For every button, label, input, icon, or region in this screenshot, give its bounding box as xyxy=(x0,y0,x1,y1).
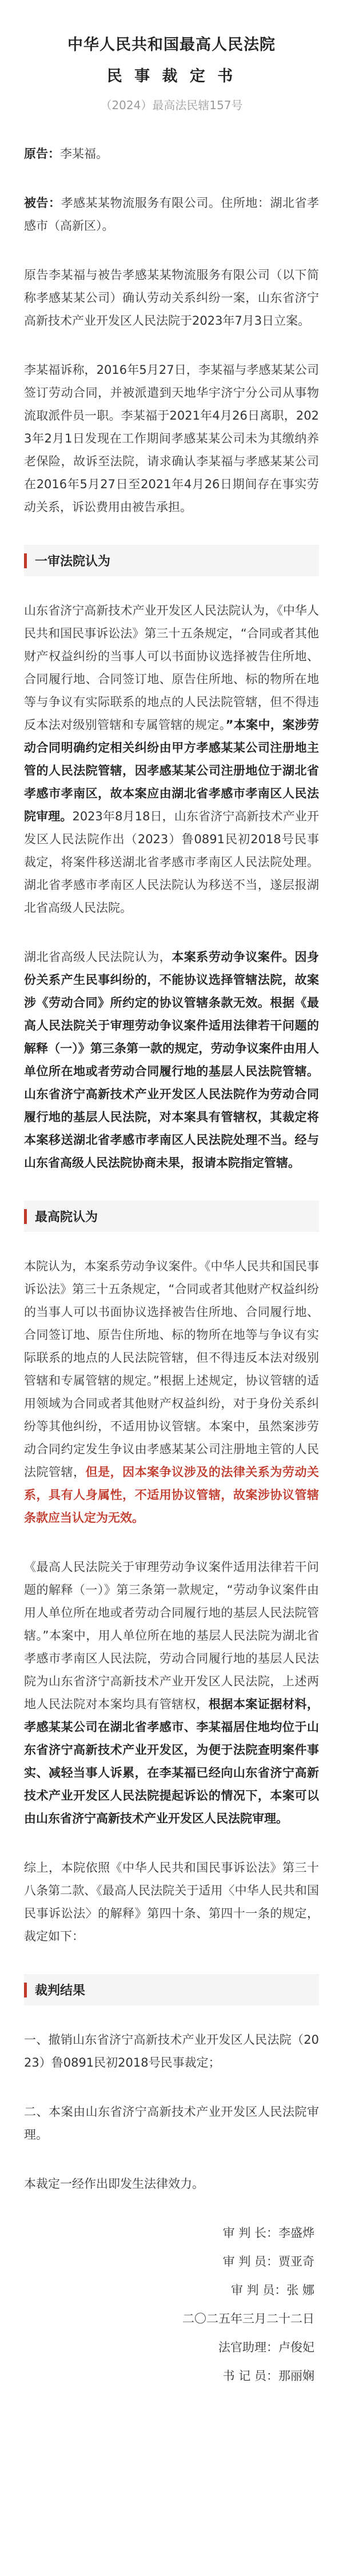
text-run: 山东省济宁高新技术产业开发区人民法院认为，《中华人民共和国民事诉讼法》第三十五条规定，“合同或者其他财产权益纠纷的当事人可以书面协议选择被告住所地、合同履行地、合同签订地、原告住所地、标的物所在地等与争议有实际联系的地点的人民法院管辖，但不得违反本法对级别管辖和专属管辖的规定。 xyxy=(24,604,319,732)
plaintiff-text: 李某福。 xyxy=(60,147,108,161)
supreme-paragraph-3: 综上，本院依照《中华人民共和国民事诉讼法》第三十八条第二款、《最高人民法院关于适用〈中华人民共和国民事诉讼法〉的解释》第四十条、第四十一条的规定，裁定如下： xyxy=(24,1861,319,1943)
section-ruling xyxy=(24,1974,319,2005)
text-run: 湖北省高级人民法院认为， xyxy=(24,950,172,964)
section-marker xyxy=(24,553,27,568)
plaintiff-paragraph xyxy=(24,142,319,165)
plaintiff-label: 原告： xyxy=(24,147,60,161)
section-supreme-court xyxy=(24,1201,319,1232)
text-run: 2023年8月18日，山东省济宁高新技术产业开发区人民法院作出（2023）鲁0891民初2018号民事裁定，将案件移送湖北省孝感市孝南区人民法院处理。湖北省孝感市孝南区人民法院认为移送不当，遂层报湖北省高级人民法院。 xyxy=(24,810,319,915)
claim-paragraph: 李某福诉称，2016年5月27日，李某福与孝感某某公司签订劳动合同，并被派遣到天地华宇济宁分公司从事物流取派件员一职。李某福于2021年4月26日离职，2023年2月1日发现在工作期间孝感某某公司未为其缴纳养老保险，故诉至法院，请求确认李某福与孝感某某公司在2016年5月27日至2021年4月26日期间存在事实劳动关系，诉讼费用由被告承担。 xyxy=(24,363,319,514)
text-run: 本院认为，本案系劳动争议案件。《中华人民共和国民事诉讼法》第三十五条规定，“合同或者其他财产权益纠纷的当事人可以书面协议选择被告住所地、合同履行地、合同签订地、原告住所地、标的物所在地等与争议有实际联系的地点的人民法院管辖，但不得违反本法对级别管辖和专属管辖的规定。”根据上述规定，协议管辖的适用领域为合同或者其他财产权益纠纷，对于身份关系纠纷等其他纠纷，不适用协议管辖。本案中，虽然案涉劳动合同约定发生争议由孝感某某公司注册地主管的人民法院管辖， xyxy=(24,1259,319,1479)
case-number: （2024）最高法民辖157号 xyxy=(100,98,243,112)
ruling-item-2: 二、本案由山东省济宁高新技术产业开发区人民法院审理。 xyxy=(24,2105,319,2142)
section-title: 一审法院认为 xyxy=(35,555,111,569)
section-first-instance xyxy=(24,545,319,576)
first-instance-paragraph-1 xyxy=(24,599,319,919)
text-run: 《最高人民法院关于审理劳动争议案件适用法律若干问题的解释（一）》第三条第一款规定，“劳动争议案件由用人单位所在地或者劳动合同履行地的基层人民法院管辖。”本案中，用人单位所在地的基层人民法院为湖北省孝感市孝南区人民法院，劳动合同履行地的基层人民法院为山东省济宁高新技术产业开发区人民法院，上述两地人民法院对本案均具有管辖权， xyxy=(24,1560,319,1711)
court-clerk: 书 记 员：那丽娴 xyxy=(222,2369,314,2383)
intro-paragraph: 原告李某福与被告孝感某某物流服务有限公司（以下简称孝感某某公司）确认劳动关系纠纷一案，山东省济宁高新技术产业开发区人民法院于2023年7月3日立案。 xyxy=(24,268,319,328)
judge-assistant: 法官助理：卢俊妃 xyxy=(218,2340,314,2354)
ruling-effect: 本裁定一经作出即发生法律效力。 xyxy=(24,2177,204,2191)
supreme-paragraph-2 xyxy=(24,1556,319,1830)
supreme-paragraph-1 xyxy=(24,1255,319,1529)
highlight-run: 但是，因本案争议涉及的法律关系为劳动关系，具有人身属性，不适用协议管辖，故案涉协议管辖条款应当认定为无效。 xyxy=(24,1465,319,1525)
judgment-date: 二〇二五年三月二十二日 xyxy=(182,2312,314,2326)
section-title: 裁判结果 xyxy=(35,1984,86,1998)
judge-1: 审 判 员：贾亚奇 xyxy=(222,2255,314,2268)
bold-run: 根据本案证据材料，孝感某某公司在湖北省孝感市、李某福居住地均位于山东省济宁高新技术产业开发区，为便于法院查明案件事实、减轻当事人诉累，在李某福已经向山东省济宁高新技术产业开发区人民法院提起诉讼的情况下，本案可以由山东省济宁高新技术产业开发区人民法院审理。 xyxy=(24,1697,320,1825)
first-instance-paragraph-2 xyxy=(24,946,319,1174)
defendant-text: 孝感某某物流服务有限公司。住所地：湖北省孝感市（高新区）。 xyxy=(24,196,320,233)
document-type: 民 事 裁 定 书 xyxy=(106,67,237,85)
defendant-paragraph xyxy=(24,192,319,237)
section-marker xyxy=(24,1209,27,1224)
ruling-item-1: 一、撤销山东省济宁高新技术产业开发区人民法院（2023）鲁0891民初2018号民事裁定； xyxy=(24,2033,319,2069)
judge-2: 审 判 员：张 娜 xyxy=(230,2283,314,2297)
court-name: 中华人民共和国最高人民法院 xyxy=(67,36,276,54)
signature-block xyxy=(24,2222,314,2387)
section-marker xyxy=(24,1983,27,1997)
presiding-judge: 审 判 长：李盛烨 xyxy=(222,2226,314,2240)
bold-run: 本案系劳动争议案件。因身份关系产生民事纠纷的，不能协议选择管辖法院，故案涉《劳动合同》所约定的协议管辖条款无效。根据《最高人民法院关于审理劳动争议案件适用法律若干问题的解释（一）》第三条第一款的规定，劳动争议案件由用人单位所在地或者劳动合同履行地的基层人民法院管辖。山东省济宁高新技术产业开发区人民法院作为劳动合同履行地的基层人民法院，对本案具有管辖权，其裁定将本案移送湖北省孝感市孝南区人民法院处理不当。经与山东省高级人民法院协商未果，报请本院指定管辖。 xyxy=(24,950,320,1170)
section-title: 最高院认为 xyxy=(35,1210,98,1225)
defendant-label: 被告： xyxy=(24,196,61,210)
bold-run: ”本案中，案涉劳动合同明确约定相关纠纷由甲方孝感某某公司注册地主管的人民法院管辖，因孝感某某公司注册地位于湖北省孝感市孝南区，故本案应由湖北省孝感市孝南区人民法院审理。 xyxy=(24,718,319,823)
